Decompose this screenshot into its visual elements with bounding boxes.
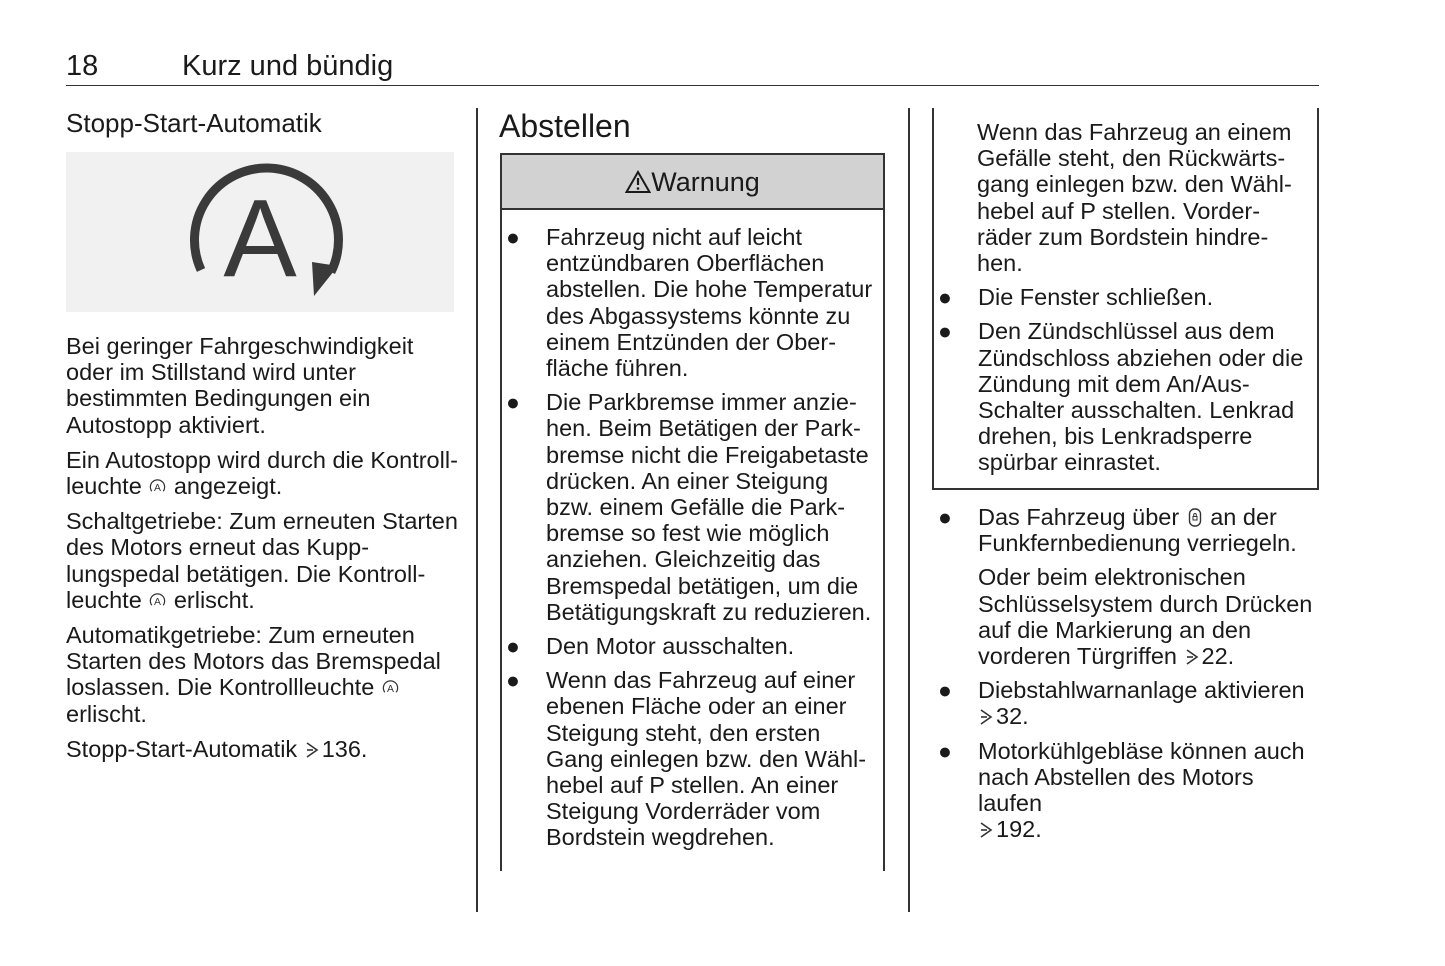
paragraph-indicator	[66, 447, 458, 499]
auto-stop-illustration	[66, 152, 454, 312]
warning-title-text: Warnung	[651, 167, 760, 197]
page-reference[interactable]: 136.	[321, 735, 368, 762]
warning-continued-content	[934, 119, 1306, 484]
bullet-icon: ●	[938, 504, 952, 530]
text-segment: Schaltgetriebe: Zum erneuten Starten des Motors erneut das Kupplungspedal betätigen. Die Kontrollleuchte	[66, 508, 458, 613]
header-rule	[66, 85, 1319, 86]
text-segment: Automatikgetriebe: Zum erneuten Starten des Motors das Bremspedal loslassen. Die Kontrollleuchte	[66, 622, 441, 701]
bullet-icon: ●	[506, 633, 520, 660]
paragraph-manual-gearbox	[66, 508, 458, 613]
svg-text:A: A	[223, 177, 297, 300]
list-item-text: Den Motor ausschalten.	[546, 633, 795, 660]
page-reference-arrow-icon	[978, 708, 994, 726]
warning-triangle-icon	[625, 170, 651, 194]
text-segment: erlischt.	[66, 700, 147, 727]
list-item-text: Fahrzeug nicht auf leicht entzündbaren Oberflächen abstellen. Die hohe Temperatur des Abgassystems könnte zu einem Entzünden der Oberfläche führen.	[546, 224, 873, 382]
paragraph-slope: Wenn das Fahrzeug an einem Gefälle steht, den Rückwärtsgang einlegen bzw. den Wählhebel auf P stellen. Vorderräder zum Bordstein hindrehen.	[977, 119, 1292, 277]
text-segment: Motorkühlgebläse können auch nach Abstellen des Motors laufen	[978, 737, 1305, 817]
svg-text:A: A	[386, 684, 394, 696]
section-title-abstellen: Abstellen	[499, 108, 631, 144]
bullet-icon: ●	[506, 389, 520, 416]
list-item	[934, 738, 1322, 843]
parking-steps-list	[934, 504, 1322, 842]
warning-list-continued	[934, 284, 1306, 475]
warning-list	[502, 224, 874, 851]
svg-text:A: A	[154, 596, 162, 608]
list-item	[934, 284, 1306, 310]
text-segment: an der Funkfernbedienung verriegeln.	[978, 504, 1297, 557]
warning-border-bottom	[932, 488, 1319, 490]
warning-list-container	[502, 224, 874, 859]
bullet-icon: ●	[938, 677, 952, 704]
list-item-text: Den Zündschlüssel aus dem Zündschloss abziehen oder die Zündung mit dem An/Aus-Schalter ausschalten. Lenkrad drehen, bis Lenkradsperre spürbar einrastet.	[978, 318, 1304, 476]
text-segment: angezeigt.	[173, 473, 283, 500]
paragraph-cross-reference	[66, 736, 458, 762]
list-item	[502, 633, 874, 659]
autostop-indicator-icon	[148, 477, 167, 496]
bullet-icon: ●	[938, 318, 952, 345]
bullet-icon: ●	[938, 737, 952, 764]
column-divider-left	[476, 108, 478, 912]
text-segment: erlischt.	[173, 586, 255, 613]
page-number: 18	[66, 50, 99, 82]
auto-stop-a-icon	[66, 152, 454, 312]
warning-border-right	[1317, 108, 1319, 490]
list-item-text: Die Parkbremse immer anziehen. Beim Betätigen der Parkbremse nicht die Freigabetaste drücken. An einer Steigung bzw. einem Gefälle die Parkbremse so fest wie möglich anziehen. Gleichzeitig das Bremspedal betätigen, um die Betätigungskraft zu reduzieren.	[546, 389, 872, 625]
paragraph-autostop-intro: Bei geringer Fahrgeschwindigkeit oder im Stillstand wird unter bestimmten Bedingungen ein Autostopp aktiviert.	[66, 333, 414, 438]
svg-text:A: A	[154, 482, 162, 494]
text-segment: Diebstahlwarnanlage aktivieren	[978, 677, 1305, 704]
autostop-indicator-icon	[148, 591, 167, 610]
left-body	[66, 333, 458, 771]
page-reference[interactable]: 22.	[1201, 643, 1235, 670]
list-item	[934, 504, 1322, 669]
list-item-subparagraph	[978, 564, 1322, 669]
list-item	[934, 318, 1306, 475]
list-item	[502, 224, 874, 381]
page-reference-arrow-icon	[304, 741, 320, 759]
right-list-container	[934, 504, 1322, 850]
chapter-title: Kurz und bündig	[182, 50, 394, 82]
page-reference-arrow-icon	[1184, 648, 1200, 666]
text-segment: Ein Autostopp wird durch die Kontrollleuchte	[66, 446, 458, 500]
list-item	[934, 677, 1322, 729]
list-item-text: Die Fenster schließen.	[978, 284, 1214, 311]
warning-border-right	[883, 210, 885, 871]
text-segment: Stopp-Start-Automatik	[66, 735, 298, 762]
list-item	[502, 389, 874, 625]
lock-key-icon	[1186, 506, 1204, 528]
bullet-icon: ●	[506, 224, 520, 250]
list-item-text: Wenn das Fahrzeug auf einer ebenen Fläche oder an einer Steigung steht, den ersten Gang einlegen bzw. den Wählhebel auf P stellen. An einer Steigung Vorderräder vom Bordstein wegdrehen.	[546, 667, 867, 851]
text-segment: Oder beim elektronischen Schlüsselsystem durch Drücken auf die Markierung an den vorderen Türgriffen	[978, 564, 1313, 670]
section-title-stopp-start: Stopp-Start-Automatik	[66, 108, 322, 138]
page-reference[interactable]: 192.	[996, 816, 1042, 843]
page-reference[interactable]: 32.	[996, 703, 1029, 730]
page-reference-arrow-icon	[978, 821, 994, 839]
column-divider-right	[908, 108, 910, 912]
warning-title	[500, 167, 885, 198]
text-segment: Das Fahrzeug über	[978, 504, 1180, 530]
paragraph-automatic-gearbox	[66, 622, 458, 727]
bullet-icon: ●	[506, 667, 520, 694]
bullet-icon: ●	[938, 284, 952, 311]
autostop-indicator-icon	[381, 678, 400, 697]
list-item	[502, 667, 874, 850]
